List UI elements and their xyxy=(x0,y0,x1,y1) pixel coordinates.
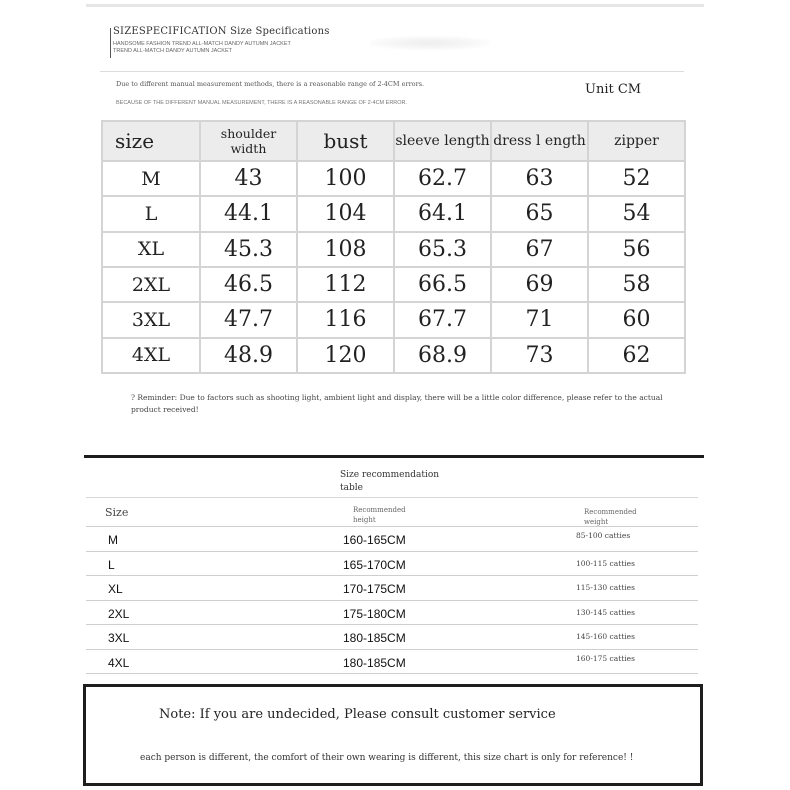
size-cell: 4XL xyxy=(108,655,130,670)
faded-watermark xyxy=(370,36,490,50)
height-cell: 160-165CM xyxy=(343,533,406,547)
height-cell: 180-185CM xyxy=(343,631,406,645)
table-cell: 48.9 xyxy=(200,338,297,373)
table-cell: 54 xyxy=(588,196,685,231)
recommendation-header-row xyxy=(86,497,698,527)
table-cell: 71 xyxy=(491,302,588,337)
height-cell: 170-175CM xyxy=(343,582,406,596)
header-accent-bar xyxy=(110,28,111,58)
weight-cell: 85-100 catties xyxy=(576,531,631,540)
recommendation-title: Size recommendation table xyxy=(340,470,440,493)
header-subtitle xyxy=(113,41,330,55)
section-divider xyxy=(84,455,704,458)
table-cell: XL xyxy=(102,232,200,267)
customer-service-note xyxy=(83,684,703,786)
table-cell: 67.7 xyxy=(394,302,491,337)
table-cell: 45.3 xyxy=(200,232,297,267)
table-row xyxy=(102,196,685,231)
measurement-note: Due to different manual measurement methods, there is a reasonable range of 2-4CM errors. xyxy=(116,80,425,88)
table-cell: 62 xyxy=(588,338,685,373)
table-row xyxy=(86,576,698,601)
header-cell: dress l ength xyxy=(491,121,588,161)
weight-cell: 100-115 catties xyxy=(576,558,635,568)
note-main-text: Note: If you are undecided, Please consult customer service xyxy=(159,707,556,722)
unit-label: Unit CM xyxy=(585,82,642,97)
table-cell: 60 xyxy=(588,302,685,337)
header-cell: Recommended weight xyxy=(584,508,637,526)
table-row xyxy=(86,625,698,650)
table-cell: 66.5 xyxy=(394,267,491,302)
table-cell: 64.1 xyxy=(394,196,491,231)
table-row xyxy=(86,601,698,626)
table-row xyxy=(102,232,685,267)
recommendation-table xyxy=(86,497,698,674)
header-cell: Recommended height xyxy=(353,506,406,524)
table-cell: 44.1 xyxy=(200,196,297,231)
weight-cell: 145-160 catties xyxy=(576,632,635,641)
table-cell: 46.5 xyxy=(200,267,297,302)
top-divider xyxy=(86,4,704,7)
table-cell: 43 xyxy=(200,161,297,196)
table-row xyxy=(86,527,698,552)
table-cell: 52 xyxy=(588,161,685,196)
size-cell: M xyxy=(108,533,118,547)
table-cell: 58 xyxy=(588,267,685,302)
table-cell: 2XL xyxy=(102,267,200,302)
table-cell: 3XL xyxy=(102,302,200,337)
table-cell: 65.3 xyxy=(394,232,491,267)
table-cell: 68.9 xyxy=(394,338,491,373)
size-cell: L xyxy=(108,557,115,572)
table-cell: 56 xyxy=(588,232,685,267)
table-cell: 112 xyxy=(297,267,394,302)
header-divider xyxy=(100,71,684,72)
size-cell: 3XL xyxy=(108,631,130,645)
header-cell: bust xyxy=(297,121,394,161)
table-cell: 116 xyxy=(297,302,394,337)
height-cell: 175-180CM xyxy=(343,606,406,621)
table-cell: 67 xyxy=(491,232,588,267)
table-cell: 104 xyxy=(297,196,394,231)
header-cell: zipper xyxy=(588,121,685,161)
table-cell: M xyxy=(102,161,200,196)
table-cell: 69 xyxy=(491,267,588,302)
table-cell: 73 xyxy=(491,338,588,373)
table-cell: 65 xyxy=(491,196,588,231)
measurement-note-caps: BECAUSE OF THE DIFFERENT MANUAL MEASUREMENT, THERE IS A REASONABLE RANGE OF 2-4CM ERROR. xyxy=(116,100,408,106)
size-spec-table xyxy=(101,120,686,374)
table-cell: 62.7 xyxy=(394,161,491,196)
size-cell: 2XL xyxy=(108,606,130,621)
height-cell: 165-170CM xyxy=(343,557,406,572)
spec-header-row xyxy=(102,121,685,161)
page-title: SIZESPECIFICATION Size Specifications xyxy=(113,26,330,37)
spec-header xyxy=(113,26,330,55)
subtitle-line: TREND ALL-MATCH DANDY AUTUMN JACKET xyxy=(113,48,232,54)
color-reminder: ? Reminder: Due to factors such as shooting light, ambient light and display, there will be a little color difference, please refer to the actual product received! xyxy=(131,393,663,414)
table-cell: 63 xyxy=(491,161,588,196)
table-row xyxy=(102,161,685,196)
table-row xyxy=(102,267,685,302)
table-row xyxy=(102,302,685,337)
size-cell: XL xyxy=(108,582,123,596)
table-cell: L xyxy=(102,196,200,231)
note-sub-text: each person is different, the comfort of their own wearing is different, this size chart is only for reference! ! xyxy=(140,753,634,763)
header-cell: shoulder width xyxy=(200,121,297,161)
weight-cell: 160-175 catties xyxy=(576,653,635,663)
header-cell: sleeve length xyxy=(394,121,491,161)
table-cell: 4XL xyxy=(102,338,200,373)
weight-cell: 130-145 catties xyxy=(576,607,635,617)
table-cell: 100 xyxy=(297,161,394,196)
table-row xyxy=(102,338,685,373)
header-cell: Size xyxy=(105,506,129,519)
header-cell: size xyxy=(102,121,200,161)
table-cell: 120 xyxy=(297,338,394,373)
subtitle-line: HANDSOME FASHION TREND ALL-MATCH DANDY AUTUMN JACKET xyxy=(113,41,291,47)
table-row xyxy=(86,650,698,675)
table-row xyxy=(86,552,698,577)
height-cell: 180-185CM xyxy=(343,655,406,670)
table-cell: 47.7 xyxy=(200,302,297,337)
weight-cell: 115-130 catties xyxy=(576,583,635,592)
table-cell: 108 xyxy=(297,232,394,267)
